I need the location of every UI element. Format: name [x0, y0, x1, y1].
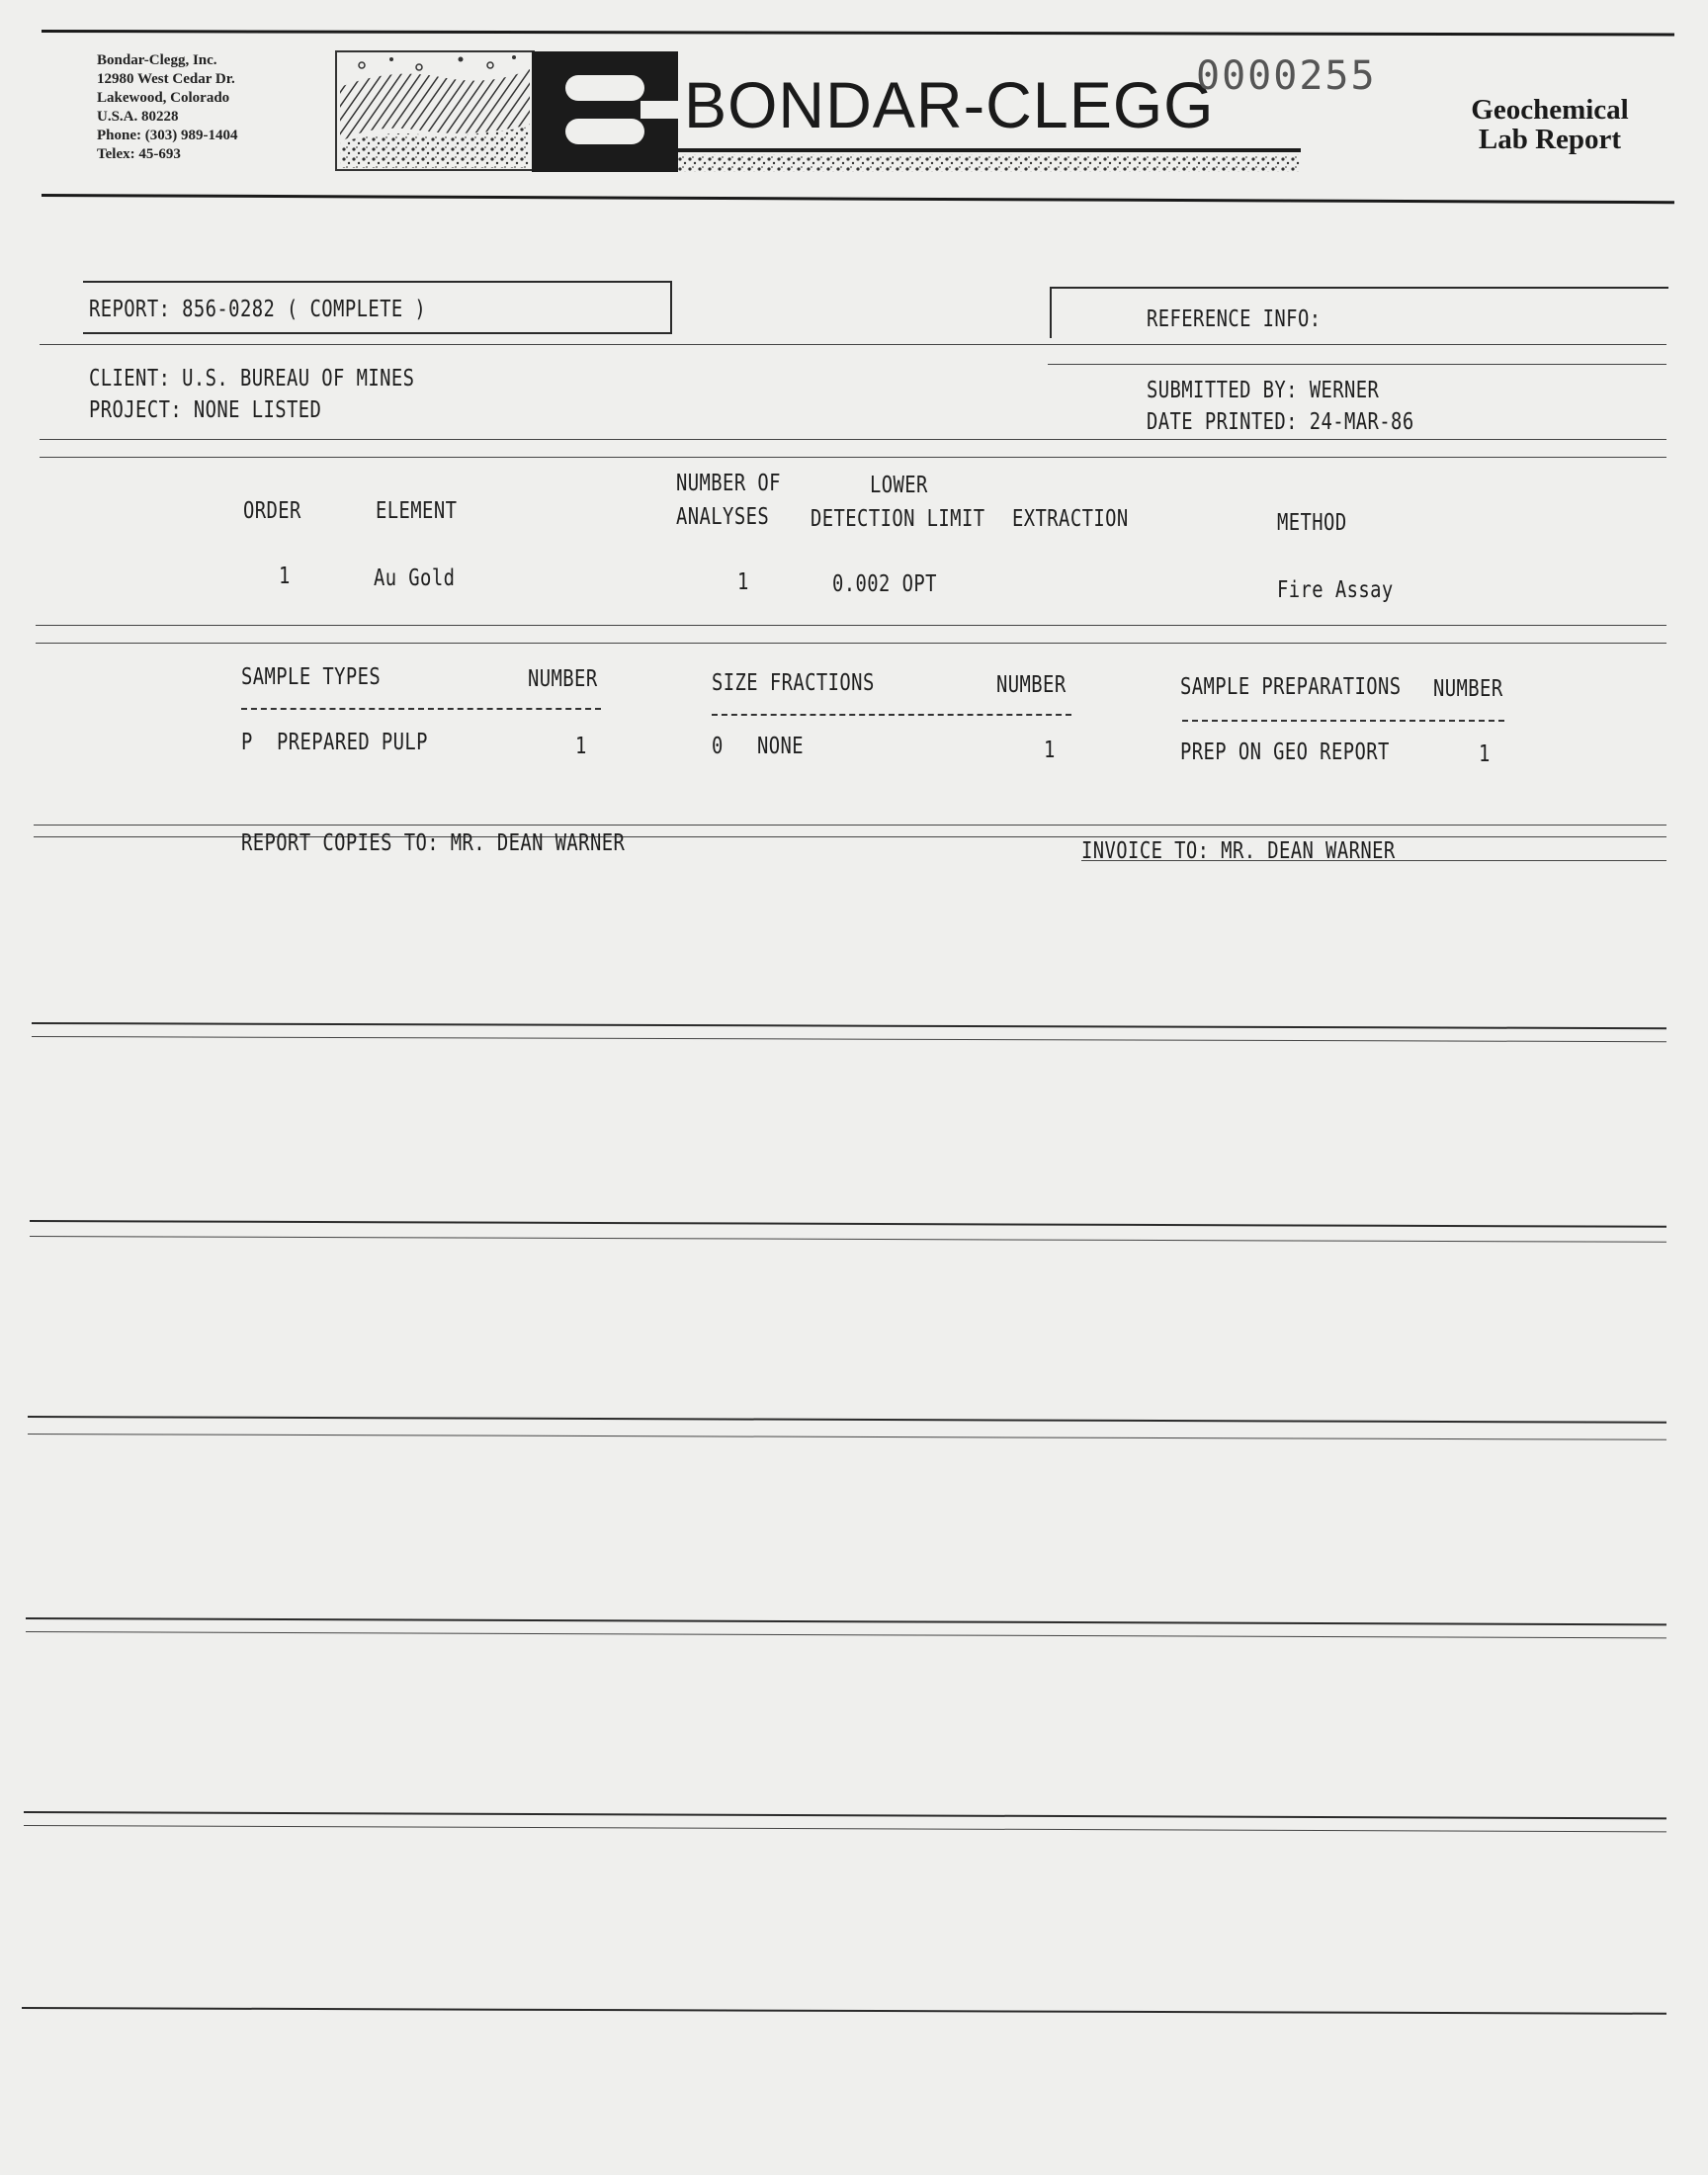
address-line: 12980 West Cedar Dr. [97, 71, 235, 87]
logo-wordmark: BONDAR-CLEGG [684, 68, 1215, 141]
sample-type-code: P [241, 730, 253, 755]
col-header-extraction: EXTRACTION [1012, 506, 1129, 532]
col-header-ldl: LOWER [870, 473, 928, 498]
size-fractions-number-header: NUMBER [996, 672, 1067, 698]
divider [40, 457, 1666, 458]
invoice-to: INVOICE TO: MR. DEAN WARNER [1081, 838, 1396, 864]
client-line: CLIENT: U.S. BUREAU OF MINES [89, 366, 415, 392]
section-rule [32, 1036, 1666, 1042]
cell-order: 1 [279, 564, 291, 589]
project-line: PROJECT: NONE LISTED [89, 397, 322, 423]
divider [1081, 860, 1666, 861]
address-line: U.S.A. 80228 [97, 109, 179, 125]
section-rule [24, 1825, 1666, 1832]
cell-method: Fire Assay [1277, 577, 1394, 603]
report-number: REPORT: 856-0282 ( COMPLETE ) [89, 297, 427, 322]
reference-info-label: REFERENCE INFO: [1147, 306, 1322, 332]
company-address [97, 51, 238, 164]
reference-box [1050, 287, 1668, 338]
divider [1048, 364, 1666, 365]
document-title-line: Geochemical [1471, 94, 1629, 126]
divider [36, 643, 1666, 644]
cell-num-analyses: 1 [737, 569, 749, 595]
col-header-method: METHOD [1277, 510, 1347, 536]
header-bottom-rule [42, 194, 1674, 204]
col-header-order: ORDER [243, 498, 301, 524]
section-rule [26, 1617, 1666, 1625]
size-fractions-header: SIZE FRACTIONS [712, 670, 875, 696]
company-name: Bondar-Clegg, Inc. [97, 52, 217, 68]
section-rule [24, 1811, 1666, 1819]
sample-types-header: SAMPLE TYPES [241, 664, 382, 690]
document-title [1451, 95, 1649, 154]
col-header-num-analyses: ANALYSES [676, 504, 770, 530]
report-copies-to: REPORT COPIES TO: MR. DEAN WARNER [241, 830, 626, 856]
section-rule [26, 1631, 1666, 1638]
col-header-ldl: DETECTION LIMIT [811, 506, 985, 532]
size-fractions-dash [712, 714, 1071, 716]
size-fraction-code: 0 [712, 734, 724, 759]
cell-element: Au Gold [374, 566, 456, 591]
sample-type-name: PREPARED PULP [277, 730, 428, 755]
section-rule [28, 1416, 1666, 1424]
address-line: Phone: (303) 989-1404 [97, 128, 238, 143]
section-rule [32, 1022, 1666, 1029]
divider [40, 439, 1666, 440]
size-fraction-name: NONE [757, 734, 805, 759]
col-header-element: ELEMENT [376, 498, 458, 524]
cell-ldl: 0.002 OPT [832, 571, 937, 597]
header-top-rule [42, 30, 1674, 36]
size-fraction-count: 1 [1044, 738, 1056, 763]
address-line: Telex: 45-693 [97, 146, 181, 162]
divider [34, 825, 1666, 826]
document-title-line: Lab Report [1478, 124, 1622, 155]
submitted-by: SUBMITTED BY: WERNER [1147, 378, 1380, 403]
address-line: Lakewood, Colorado [97, 90, 230, 106]
date-printed: DATE PRINTED: 24-MAR-86 [1147, 409, 1414, 435]
sample-types-number-header: NUMBER [528, 666, 598, 692]
sample-types-dash [241, 708, 601, 710]
section-rule [28, 1434, 1666, 1440]
sample-preps-number-header: NUMBER [1433, 676, 1503, 702]
document-number: 0000255 [1196, 53, 1377, 99]
sample-type-count: 1 [575, 734, 587, 759]
section-rule [30, 1236, 1666, 1243]
company-logo [332, 47, 1306, 178]
divider [40, 344, 1666, 345]
divider [36, 625, 1666, 626]
sample-prep-name: PREP ON GEO REPORT [1180, 740, 1390, 765]
col-header-num-analyses: NUMBER OF [676, 471, 781, 496]
sample-preps-dash [1182, 720, 1504, 722]
section-rule [22, 2007, 1666, 2015]
sample-prep-count: 1 [1479, 741, 1491, 767]
section-rule [30, 1220, 1666, 1228]
sample-preps-header: SAMPLE PREPARATIONS [1180, 674, 1402, 700]
